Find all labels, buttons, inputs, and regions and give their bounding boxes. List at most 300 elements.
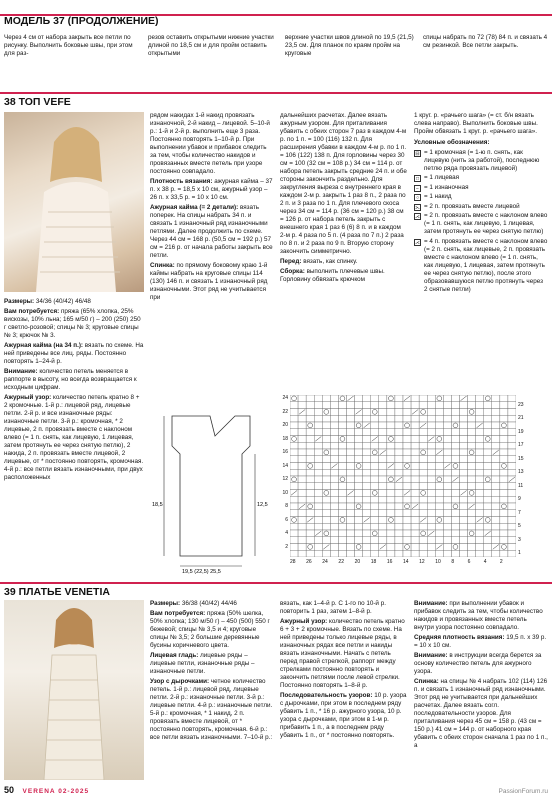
chart-cell (476, 530, 484, 537)
chart-cell (290, 496, 298, 503)
chart-cell (322, 537, 330, 544)
row-number: 16 (282, 449, 288, 455)
row-number: 20 (282, 422, 288, 428)
row-number: 8 (285, 503, 288, 509)
attention-text: при выполнении убавок и прибавок следить за тем, чтобы количество накидов и провязанных вместе петель внутри узора постоянно совпадало. (414, 600, 543, 631)
chart-cell (314, 395, 322, 402)
chart-cell (298, 476, 306, 483)
chart-cell (403, 429, 411, 436)
chart-cell (492, 436, 500, 443)
chart-cell (338, 483, 346, 490)
chart-cell (371, 463, 379, 470)
column-number: 22 (338, 559, 344, 565)
chart-cell (411, 442, 419, 449)
chart-cell (468, 483, 476, 490)
legend-text: = 4 п. провязать вместе с наклоном влево (= 2 п. снять, как лицевые, 2 п. провязать вместе с наклоном влево (= 1 п. снять, как лицевую, 1 лицевая, затем протянуть ее через снятую петлю), после этого образовавшуюся петлю протянуть через 2 снятые петли) (424, 237, 548, 293)
chart-cell (355, 469, 363, 476)
chart-cell (395, 422, 403, 429)
label: Размеры: (150, 600, 181, 607)
chart-cell (338, 530, 346, 537)
chart-cell (387, 496, 395, 503)
chart-cell (435, 550, 443, 557)
chart-cell (347, 402, 355, 409)
lace-pattern-text: количество петель кратно 8 + 2 кромочные. 1-й р.: лицевой ряд, лицевые петли. 2-й р. и все изнаночные ряды: изнаночные петли. 3-й р.: кромочная, * 2 лицевые, 2 п. провязать вместе с наклоном влево (= 1 п. снять, как лицевую, 1 лицевая, затем протянуть ее через снятую петлю), 2 накида, 2 п. провязать вместе лицевой, 2 лицевые, от * постоянно повторять, кромочная. 4-й р.: все петли вязать изнаночными, при двух расположенных (4, 393, 144, 481)
chart-cell (492, 476, 500, 483)
chart-cell (443, 402, 451, 409)
legend-text: = 1 накид (424, 193, 452, 201)
chart-cell (379, 436, 387, 443)
row-number: 9 (518, 496, 521, 503)
chart-cell (500, 523, 508, 530)
chart-cell (427, 442, 435, 449)
chart-cell (298, 496, 306, 503)
chart-cell (347, 422, 355, 429)
chart-cell (347, 415, 355, 422)
chart-cell (306, 510, 314, 517)
chart-cell (460, 537, 468, 544)
chart-cell (435, 422, 443, 429)
chart-cell (411, 402, 419, 409)
chart-cell (338, 550, 346, 557)
chart-cell (476, 503, 484, 510)
chart-cell (347, 550, 355, 557)
label: Средняя плотность вязания: (414, 633, 505, 641)
chart-cell (371, 503, 379, 510)
chart-cell (363, 510, 371, 517)
chart-cell (468, 496, 476, 503)
chart-cell (395, 456, 403, 463)
column-number: 10 (435, 559, 441, 565)
chart-cell (419, 483, 427, 490)
chart-cell (314, 510, 322, 517)
chart-cell (460, 463, 468, 470)
chart-cell (314, 469, 322, 476)
chart-cell (363, 483, 371, 490)
chart-cell (476, 395, 484, 402)
chart-cell (500, 550, 508, 557)
chart-cell (330, 503, 338, 510)
chart-cell (395, 537, 403, 544)
chart-cell (306, 442, 314, 449)
label: Спинка: (150, 261, 175, 269)
row-number: 23 (518, 401, 524, 408)
chart-cell (443, 429, 451, 436)
chart-cell (306, 476, 314, 483)
chart-cell (508, 523, 516, 530)
chart-cell (427, 523, 435, 530)
chart-cell (330, 517, 338, 524)
chart-cell (347, 463, 355, 470)
chart-cell (411, 436, 419, 443)
chart-cell (492, 496, 500, 503)
chart-cell (395, 503, 403, 510)
legend-item (414, 203, 548, 211)
chart-cell (419, 463, 427, 470)
chart-cell (338, 402, 346, 409)
chart-cell (435, 490, 443, 497)
chart-cell (460, 483, 468, 490)
chart-cell (322, 429, 330, 436)
chart-cell (387, 483, 395, 490)
chart-cell (347, 409, 355, 416)
row-number: 18 (282, 435, 288, 442)
chart-cell (476, 469, 484, 476)
chart-cell (290, 456, 298, 463)
chart-cell (395, 550, 403, 557)
chart-cell (500, 456, 508, 463)
chart-cell (476, 510, 484, 517)
chart-cell (476, 490, 484, 497)
chart-cell (371, 517, 379, 524)
chart-cell (492, 503, 500, 510)
chart-cell (298, 436, 306, 443)
chart-cell (443, 517, 451, 524)
chart-cell (460, 510, 468, 517)
chart-cell (435, 415, 443, 422)
chart-cell (476, 496, 484, 503)
chart-cell (314, 544, 322, 551)
model-photo (4, 600, 144, 780)
chart-cell (419, 550, 427, 557)
chart-cell (355, 490, 363, 497)
chart-cell (443, 550, 451, 557)
legend-text: = 2 п. провязать вместе лицевой (424, 202, 520, 210)
row-number: 19 (518, 428, 524, 435)
chart-cell (290, 510, 298, 517)
sizes: 36/38 (40/42) 44/46 (181, 600, 237, 607)
chart-cell (363, 409, 371, 416)
chart-cell (363, 463, 371, 470)
chart-cell (460, 523, 468, 530)
chart-cell (387, 456, 395, 463)
chart-cell (411, 550, 419, 557)
chart-cell (403, 402, 411, 409)
legend-symbol-icon: ⊟ (415, 150, 420, 157)
chart-cell (476, 436, 484, 443)
chart-cell (290, 442, 298, 449)
chart-cell (411, 422, 419, 429)
chart-cell (476, 476, 484, 483)
chart-cell (363, 537, 371, 544)
chart-cell (403, 409, 411, 416)
chart-cell (298, 523, 306, 530)
row-number: 24 (282, 395, 288, 401)
chart-cell (492, 422, 500, 429)
chart-cell (508, 456, 516, 463)
label: Внимание: (414, 651, 448, 659)
chart-cell (395, 429, 403, 436)
chart-cell (387, 530, 395, 537)
chart-cell (395, 402, 403, 409)
chart-cell (355, 523, 363, 530)
chart-cell (306, 415, 314, 422)
column-number: 20 (354, 559, 361, 565)
chart-cell (387, 544, 395, 551)
chart-cell (355, 415, 363, 422)
chart-cell (427, 510, 435, 517)
chart-cell (492, 550, 500, 557)
chart-cell (379, 469, 387, 476)
chart-cell (476, 449, 484, 456)
chart-cell (476, 523, 484, 530)
chart-cell (347, 544, 355, 551)
chart-cell (492, 537, 500, 544)
chart-cell (395, 523, 403, 530)
chart-cell (330, 402, 338, 409)
issue: 02-2025 (58, 787, 90, 795)
chart-cell (492, 483, 500, 490)
chart-cell (363, 456, 371, 463)
chart-cell (379, 422, 387, 429)
chart-cell (330, 422, 338, 429)
chart-cell (322, 422, 330, 429)
chart-cell (427, 429, 435, 436)
chart-cell (363, 523, 371, 530)
chart-cell (484, 496, 492, 503)
chart-cell (355, 402, 363, 409)
row-number: 1 (518, 550, 521, 557)
chart-cell (451, 510, 459, 517)
chart-cell (411, 469, 419, 476)
row-number: 3 (518, 536, 521, 543)
chart-cell (379, 429, 387, 436)
chart-cell (451, 550, 459, 557)
front-text: вязать, как спинку. (303, 257, 358, 265)
chart-cell (508, 449, 516, 456)
chart-cell (460, 449, 468, 456)
chart-cell (435, 463, 443, 470)
chart-cell (338, 523, 346, 530)
chart-cell (468, 429, 476, 436)
chart-cell (508, 510, 516, 517)
materials: пряжа (50% шелка, 50% хлопка; 130 м/50 г) – 450 (500) 550 г бежевой; спицы № 3,5 и 4; круговые спицы № 3,5; 2 большие деревянные бусины коричневого цвета. (150, 609, 270, 649)
chart-cell (338, 496, 346, 503)
chart-cell (314, 409, 322, 416)
column-number: 28 (290, 559, 296, 565)
chart-cell (314, 523, 322, 530)
chart-cell (379, 415, 387, 422)
label: Последовательность узоров: (280, 691, 373, 699)
chart-cell (427, 550, 435, 557)
chart-cell (411, 456, 419, 463)
chart-cell (290, 550, 298, 557)
chart-cell (330, 530, 338, 537)
chart-cell (427, 395, 435, 402)
chart-cell (387, 422, 395, 429)
chart-cell (419, 436, 427, 443)
chart-cell (371, 422, 379, 429)
chart-cell (322, 476, 330, 483)
chart-cell (484, 537, 492, 544)
chart-cell (363, 436, 371, 443)
chart-cell (443, 409, 451, 416)
chart-cell (411, 530, 419, 537)
chart-cell (500, 442, 508, 449)
chart-cell (387, 510, 395, 517)
chart-cell (338, 544, 346, 551)
top-illustration (4, 112, 144, 292)
chart-cell (355, 476, 363, 483)
legend-symbol-icon: ○ (415, 195, 420, 202)
chart-cell (322, 510, 330, 517)
chart-cell (403, 456, 411, 463)
chart-cell (322, 469, 330, 476)
chart-cell (403, 449, 411, 456)
row-number: 11 (518, 482, 524, 489)
chart-cell (403, 517, 411, 524)
chart-cell (468, 402, 476, 409)
chart-cell (411, 483, 419, 490)
column-number: 6 (467, 559, 471, 565)
chart-cell (427, 456, 435, 463)
chart-cell (435, 483, 443, 490)
chart-cell (468, 544, 476, 551)
row-number: 14 (282, 462, 288, 469)
chart-cell (443, 510, 451, 517)
legend-text: = 1 лицевая (424, 174, 460, 182)
chart-cell (419, 395, 427, 402)
chart-cell (492, 510, 500, 517)
chart-cell (443, 523, 451, 530)
chart-cell (371, 523, 379, 530)
chart-cell (476, 402, 484, 409)
chart-cell (476, 409, 484, 416)
chart-cell (468, 537, 476, 544)
chart-cell (306, 523, 314, 530)
label: Перед: (280, 257, 302, 265)
chart-cell (492, 456, 500, 463)
legend-symbol-icon: − (414, 185, 421, 192)
chart-cell (363, 550, 371, 557)
chart-cell (484, 550, 492, 557)
chart-cell (395, 483, 403, 490)
label: Сборка: (280, 267, 305, 275)
chart-cell (290, 537, 298, 544)
chart-cell (371, 402, 379, 409)
model-photo (4, 112, 144, 292)
chart-cell (371, 510, 379, 517)
chart-cell (355, 395, 363, 402)
chart-cell (476, 544, 484, 551)
chart-cell (298, 456, 306, 463)
chart-cell (411, 510, 419, 517)
chart-cell (476, 456, 484, 463)
chart-cell (411, 415, 419, 422)
chart-cell (451, 469, 459, 476)
attention-text: в инструкции всегда берется за основу количество петель для ажурного узора. (414, 651, 542, 675)
chart-cell (500, 510, 508, 517)
chart-cell (484, 503, 492, 510)
label: Вам потребуется: (4, 307, 60, 315)
chart-cell (347, 442, 355, 449)
chart-cell (322, 436, 330, 443)
chart-cell (435, 523, 443, 530)
chart-cell (347, 469, 355, 476)
chart-cell (298, 402, 306, 409)
legend-title: Условные обозначения: (414, 138, 490, 146)
chart-cell (322, 463, 330, 470)
chart-cell (395, 436, 403, 443)
chart-col-labels (290, 559, 516, 569)
chart-cell (468, 469, 476, 476)
chart-cell (451, 483, 459, 490)
chart-cell (298, 517, 306, 524)
chart-cell (347, 429, 355, 436)
chart-cell (451, 409, 459, 416)
chart-cell (484, 402, 492, 409)
chart-cell (330, 544, 338, 551)
chart-grid (290, 395, 516, 557)
chart-cell (347, 476, 355, 483)
label: Внимание: (4, 367, 38, 375)
chart-cell (322, 442, 330, 449)
chart-cell (347, 449, 355, 456)
chart-cell (298, 469, 306, 476)
chart-cell (298, 510, 306, 517)
chart-cell (314, 422, 322, 429)
dress-illustration (4, 600, 144, 780)
chart-cell (468, 415, 476, 422)
label: Ажурная кайма (= 2 детали): (150, 203, 239, 211)
chart-cell (379, 530, 387, 537)
chart-cell (443, 483, 451, 490)
chart-cell (492, 469, 500, 476)
chart-cell (371, 442, 379, 449)
chart-cell (451, 490, 459, 497)
chart-cell (411, 496, 419, 503)
chart-cell (443, 415, 451, 422)
legend-item (414, 193, 548, 201)
chart-cell (500, 469, 508, 476)
chart-cell (395, 409, 403, 416)
chart-cell (451, 449, 459, 456)
chart-cell (508, 530, 516, 537)
chart-cell (290, 503, 298, 510)
chart-cell (314, 483, 322, 490)
chart-cell (435, 402, 443, 409)
chart-cell (330, 537, 338, 544)
chart-cell (314, 517, 322, 524)
chart-cell (460, 503, 468, 510)
chart-cell (306, 530, 314, 537)
chart-cell (411, 463, 419, 470)
chart-cell (411, 517, 419, 524)
chart-cell (338, 490, 346, 497)
chart-cell (411, 395, 419, 402)
chart-cell (314, 429, 322, 436)
legend (414, 149, 548, 294)
chart-cell (330, 442, 338, 449)
chart-cell (492, 530, 500, 537)
chart-cell (387, 523, 395, 530)
chart-cell (290, 544, 298, 551)
chart-cell (330, 510, 338, 517)
chart-cell (451, 442, 459, 449)
row-number: 17 (518, 442, 524, 449)
chart-cell (484, 429, 492, 436)
chart-cell (427, 483, 435, 490)
chart-cell (500, 449, 508, 456)
chart-cell (363, 449, 371, 456)
chart-cell (443, 503, 451, 510)
chart-cell (330, 550, 338, 557)
chart-cell (476, 483, 484, 490)
chart-cell (427, 537, 435, 544)
chart-cell (387, 442, 395, 449)
chart-cell (330, 456, 338, 463)
chart-cell (484, 490, 492, 497)
legend-symbol-icon: □ (415, 176, 420, 183)
